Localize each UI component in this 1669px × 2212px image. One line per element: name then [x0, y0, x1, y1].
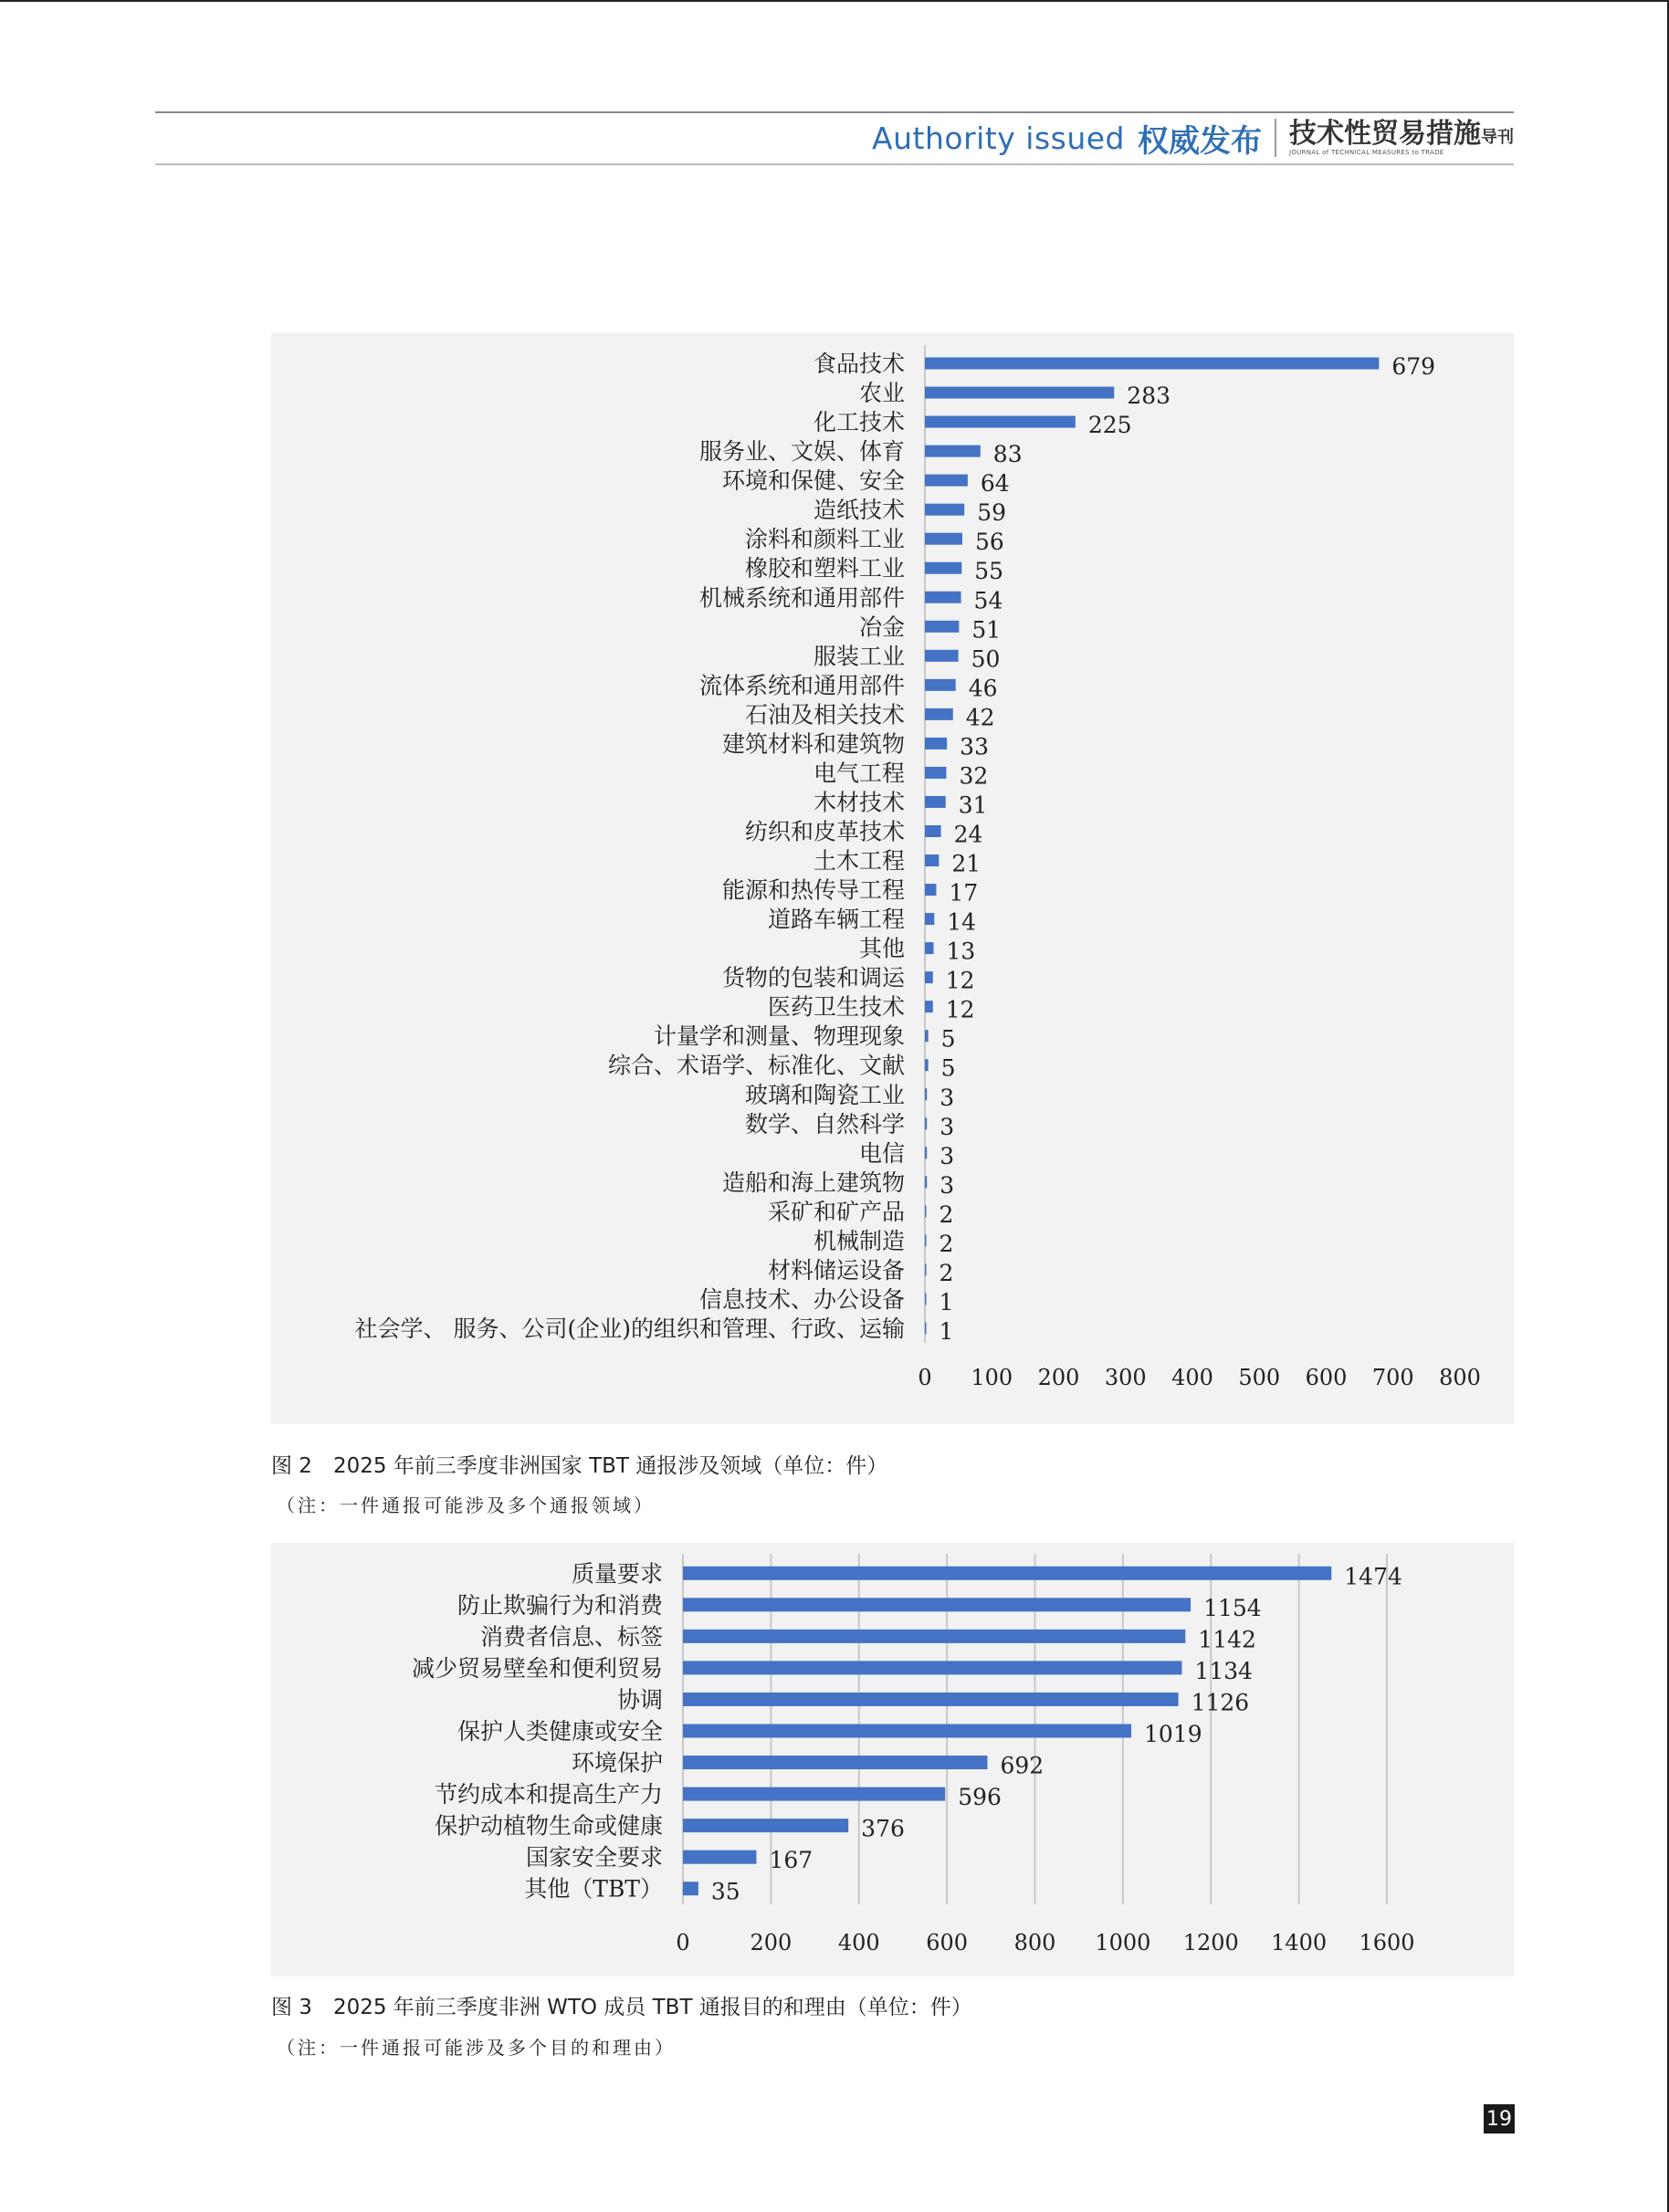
fig3-category-label: 减少贸易壁垒和便利贸易 [411, 1654, 663, 1682]
fig3-category-label: 保护动植物生命或健康 [434, 1812, 663, 1840]
fig2-bar [925, 621, 959, 633]
fig2-bar [925, 1059, 929, 1071]
fig2-category-label: 建筑材料和建筑物 [721, 730, 905, 758]
figure2-svg [271, 333, 1514, 1424]
fig2-category-label: 土木工程 [813, 847, 905, 875]
fig3-category-label: 其他（TBT） [524, 1875, 663, 1903]
fig2-data-label: 679 [1391, 353, 1436, 381]
fig3-tick-label: 1400 [1271, 1930, 1328, 1955]
journal-logo [1289, 120, 1514, 156]
fig3-category-label: 环境保护 [571, 1749, 663, 1777]
fig2-bar [925, 358, 1379, 370]
fig3-data-label: 35 [710, 1878, 740, 1905]
fig2-data-label: 12 [945, 996, 975, 1023]
fig2-bar [925, 971, 933, 983]
fig2-bar [925, 679, 956, 691]
fig2-category-label: 货物的包装和调运 [721, 964, 905, 991]
fig2-tick-label: 800 [1439, 1365, 1481, 1390]
fig3-bar [683, 1850, 756, 1864]
fig2-category-label: 流体系统和通用部件 [698, 672, 905, 699]
fig2-category-label: 农业 [858, 380, 905, 407]
fig2-bar [925, 1117, 927, 1129]
fig2-bar [925, 475, 968, 487]
fig2-bar [925, 1234, 927, 1246]
fig3-bar [683, 1882, 698, 1895]
fig3-bar [683, 1819, 848, 1832]
fig2-bar [925, 1322, 927, 1334]
fig2-bar [925, 796, 946, 808]
fig3-data-label: 1134 [1194, 1657, 1254, 1684]
fig2-data-label: 46 [968, 675, 998, 702]
figure3-chart [271, 1543, 1514, 1976]
fig3-category-label: 协调 [616, 1686, 663, 1714]
fig3-tick-label: 1600 [1359, 1930, 1415, 1955]
fig3-tick-label: 800 [1013, 1930, 1056, 1955]
fig2-category-label: 材料储运设备 [767, 1256, 905, 1284]
journal-name: 技术性贸易措施 [1289, 118, 1481, 150]
fig2-category-label: 石油及相关技术 [744, 701, 905, 729]
fig2-category-label: 其他 [858, 935, 905, 962]
fig2-bar [925, 1147, 927, 1158]
page-number: 19 [1484, 2104, 1515, 2133]
fig2-bar [925, 738, 947, 750]
journal-subtitle: JOURNAL of TECHNICAL MEASURES to TRADE [1289, 149, 1444, 156]
fig3-category-label: 保护人类健康或安全 [457, 1718, 663, 1745]
fig2-data-label: 17 [949, 879, 979, 907]
fig2-category-label: 橡胶和塑料工业 [744, 555, 905, 582]
fig2-data-label: 64 [980, 470, 1010, 498]
figure2-caption: 图 2 2025 年前三季度非洲国家 TBT 通报涉及领域（单位：件） [271, 1454, 888, 1478]
figure3-note: （注：一件通报可能涉及多个目的和理由） [277, 2037, 676, 2059]
fig2-tick-label: 500 [1238, 1365, 1281, 1390]
fig2-bar [925, 446, 981, 457]
fig2-category-label: 玻璃和陶瓷工业 [744, 1081, 905, 1108]
fig3-bar [683, 1787, 945, 1801]
fig2-data-label: 283 [1127, 383, 1171, 410]
fig2-data-label: 3 [939, 1142, 955, 1169]
header-top-rule [155, 111, 1514, 113]
fig2-bar [925, 592, 961, 603]
fig3-data-label: 1154 [1203, 1594, 1262, 1621]
fig2-tick-label: 100 [971, 1365, 1013, 1390]
fig2-bar [925, 825, 941, 837]
fig2-category-label: 机械系统和通用部件 [698, 584, 905, 612]
fig2-category-label: 能源和热传导工程 [721, 876, 905, 904]
header-title-cn: 权威发布 [1138, 122, 1262, 160]
fig2-category-label: 机械制造 [813, 1227, 905, 1254]
fig3-category-label: 节约成本和提高生产力 [434, 1781, 663, 1808]
fig2-category-label: 社会学、 服务、公司(企业)的组织和管理、行政、运输 [354, 1315, 905, 1342]
fig2-data-label: 13 [946, 938, 976, 965]
fig2-data-label: 1 [939, 1317, 954, 1345]
fig2-category-label: 计量学和测量、物理现象 [653, 1022, 905, 1050]
fig2-data-label: 2 [939, 1200, 954, 1228]
fig3-data-label: 167 [769, 1847, 814, 1874]
fig2-bar [925, 1088, 927, 1100]
fig2-bar [925, 1263, 927, 1275]
fig2-bar [925, 562, 961, 574]
fig3-bar [683, 1756, 987, 1769]
fig2-category-label: 数学、自然科学 [744, 1110, 905, 1137]
fig2-data-label: 3 [939, 1084, 955, 1111]
fig3-data-label: 692 [1000, 1752, 1044, 1779]
fig2-category-label: 造船和海上建筑物 [721, 1169, 905, 1196]
fig2-bar [925, 942, 934, 954]
fig2-category-label: 信息技术、办公设备 [698, 1285, 905, 1313]
fig2-data-label: 5 [940, 1025, 956, 1053]
fig3-bar [683, 1630, 1185, 1643]
fig2-tick-label: 400 [1171, 1365, 1213, 1390]
fig2-bar [925, 913, 934, 925]
fig2-category-label: 冶金 [858, 613, 905, 641]
fig2-data-label: 33 [960, 733, 989, 760]
fig3-category-label: 质量要求 [571, 1560, 663, 1588]
fig2-category-label: 环境和保健、安全 [721, 467, 905, 495]
fig3-tick-label: 400 [837, 1930, 880, 1955]
fig2-bar [925, 1001, 933, 1012]
fig2-bar [925, 650, 959, 662]
fig3-bar [683, 1725, 1131, 1738]
fig2-data-label: 24 [953, 821, 983, 848]
fig2-data-label: 12 [945, 967, 975, 994]
fig2-data-label: 21 [951, 850, 981, 877]
fig2-bar [925, 387, 1114, 399]
fig2-bar [925, 854, 939, 866]
fig3-bar [683, 1598, 1191, 1611]
fig2-category-label: 电信 [858, 1139, 905, 1167]
fig3-data-label: 1142 [1198, 1626, 1256, 1653]
figure2-note: （注：一件通报可能涉及多个通报领域） [277, 1494, 655, 1516]
fig2-bar [925, 1176, 927, 1188]
fig2-data-label: 2 [939, 1259, 954, 1286]
fig2-data-label: 51 [971, 616, 1002, 644]
fig3-data-label: 1019 [1144, 1721, 1202, 1747]
figure3-caption: 图 3 2025 年前三季度非洲 WTO 成员 TBT 通报目的和理由（单位：件） [271, 1996, 972, 2019]
fig2-category-label: 造纸技术 [813, 497, 905, 524]
fig2-tick-label: 600 [1305, 1365, 1348, 1390]
fig2-tick-label: 700 [1371, 1365, 1414, 1390]
fig2-data-label: 5 [940, 1054, 956, 1082]
fig2-data-label: 225 [1087, 412, 1132, 439]
header-bottom-rule [155, 163, 1514, 165]
fig2-category-label: 服务业、文娱、体育 [698, 438, 905, 466]
fig3-data-label: 1126 [1191, 1689, 1250, 1716]
fig2-bar [925, 1030, 929, 1042]
fig3-category-label: 国家安全要求 [525, 1844, 663, 1871]
fig3-tick-label: 600 [926, 1930, 969, 1955]
fig3-data-label: 1474 [1344, 1563, 1402, 1590]
fig3-tick-label: 0 [676, 1930, 690, 1955]
fig2-category-label: 食品技术 [813, 351, 905, 378]
running-header [872, 117, 1514, 159]
fig2-data-label: 32 [959, 762, 989, 790]
fig2-tick-label: 0 [918, 1365, 932, 1390]
fig2-data-label: 14 [947, 908, 977, 936]
fig2-bar [925, 533, 962, 545]
figure2-chart [271, 333, 1514, 1424]
fig2-data-label: 50 [971, 645, 1001, 673]
fig2-bar [925, 1205, 927, 1217]
fig2-data-label: 54 [973, 587, 1003, 614]
fig2-bar [925, 708, 953, 720]
fig2-data-label: 2 [939, 1230, 954, 1257]
journal-suffix: 导刊 [1481, 128, 1514, 147]
fig3-data-label: 376 [861, 1815, 905, 1842]
fig2-data-label: 1 [939, 1288, 954, 1316]
fig2-category-label: 电气工程 [813, 760, 905, 787]
fig3-tick-label: 200 [750, 1930, 793, 1955]
fig2-category-label: 化工技术 [813, 409, 905, 436]
fig3-category-label: 防止欺骗行为和消费 [457, 1591, 663, 1619]
fig2-data-label: 83 [992, 441, 1023, 468]
fig2-category-label: 纺织和皮革技术 [744, 818, 905, 845]
fig2-bar [925, 1293, 927, 1305]
header-title-en: Authority issued [872, 120, 1125, 156]
fig2-data-label: 55 [974, 558, 1004, 585]
fig2-data-label: 42 [965, 704, 995, 731]
fig2-category-label: 综合、术语学、标准化、文献 [607, 1052, 905, 1079]
fig3-tick-label: 1000 [1095, 1930, 1151, 1955]
fig2-data-label: 3 [939, 1113, 955, 1140]
fig2-bar [925, 416, 1076, 428]
fig2-category-label: 医药卫生技术 [767, 993, 905, 1021]
fig2-data-label: 31 [958, 791, 988, 819]
fig3-bar [683, 1567, 1331, 1580]
fig2-bar [925, 767, 946, 779]
fig2-category-label: 涂料和颜料工业 [744, 526, 905, 553]
fig2-category-label: 服装工业 [813, 643, 905, 670]
fig2-data-label: 56 [975, 529, 1004, 556]
fig2-category-label: 采矿和矿产品 [767, 1198, 905, 1225]
fig3-bar [683, 1661, 1181, 1674]
fig3-data-label: 596 [958, 1784, 1002, 1811]
fig3-bar [683, 1693, 1179, 1706]
fig2-data-label: 3 [939, 1171, 955, 1199]
header-separator [1275, 119, 1276, 157]
fig2-tick-label: 200 [1037, 1365, 1080, 1390]
fig2-data-label: 59 [977, 499, 1007, 527]
fig2-category-label: 道路车辆工程 [767, 906, 905, 933]
fig2-category-label: 木材技术 [813, 789, 905, 816]
fig2-bar [925, 504, 964, 516]
fig2-tick-label: 300 [1104, 1365, 1147, 1390]
fig2-bar [925, 884, 936, 896]
fig3-tick-label: 1200 [1182, 1930, 1239, 1955]
fig3-category-label: 消费者信息、标签 [479, 1623, 663, 1651]
figure3-svg [271, 1543, 1514, 1976]
